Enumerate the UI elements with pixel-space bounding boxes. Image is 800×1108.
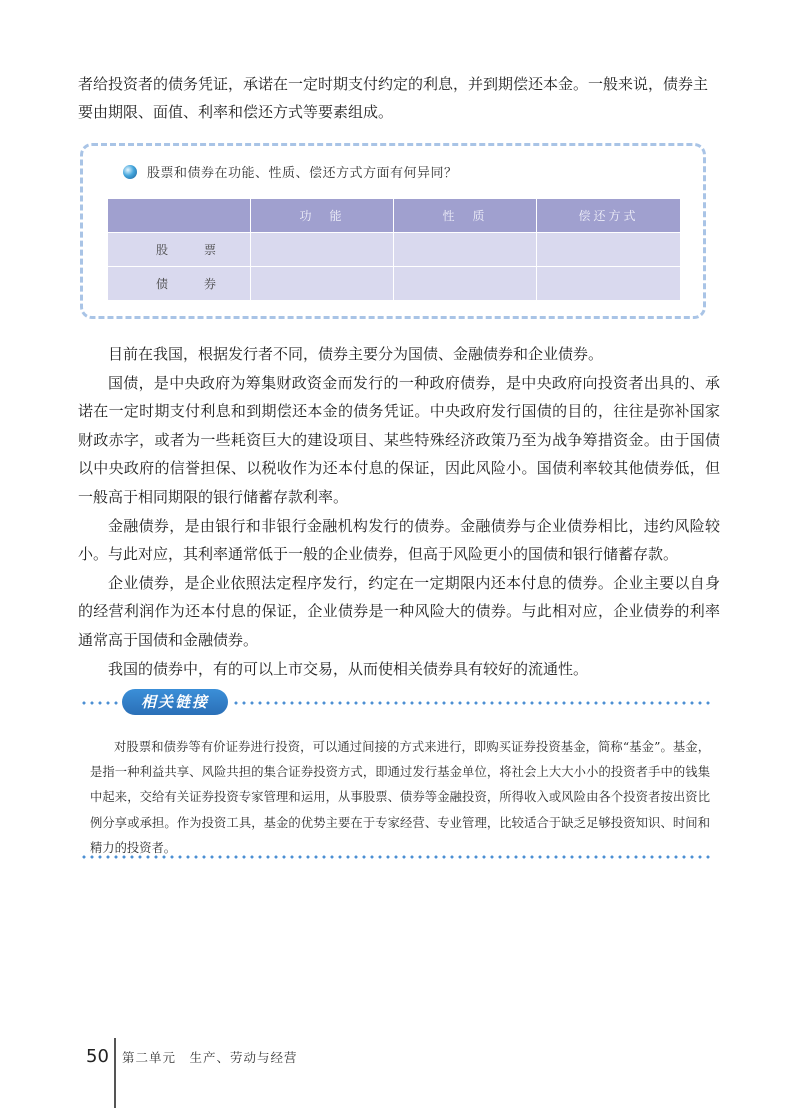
- table-cell: [251, 233, 394, 267]
- related-link-text: 对股票和债券等有价证券进行投资，可以通过间接的方式来进行，即购买证券投资基金，简称“基金”。基金，是指一种利益共享、风险共担的集合证券投资方式，即通过发行基金单位，将社会上大大小小的投资者手中的钱集中起来，交给有关证券投资专家管理和运用，从事股票、债券等金融投资，所得收入或风险由各个投资者按出资比例分享或承担。作为投资工具，基金的优势主要在于专家经营、专业管理，比较适合于缺乏足够投资知识、时间和精力的投资者。: [90, 740, 710, 855]
- related-link-badge: 相关链接: [122, 689, 228, 715]
- question-text: 股票和债券在功能、性质、偿还方式方面有何异同？: [147, 166, 458, 181]
- dotted-divider: [232, 701, 712, 705]
- globe-bullet-icon: [123, 165, 137, 179]
- dotted-divider: [80, 701, 118, 705]
- table-row: [108, 267, 681, 301]
- dotted-divider: [80, 855, 712, 859]
- intro-paragraph: 者给投资者的债务凭证，承诺在一定时期支付约定的利息，并到期偿还本金。一般来说，债券主要由期限、面值、利率和偿还方式等要素组成。: [78, 75, 709, 121]
- paragraph: 目前在我国，根据发行者不同，债券主要分为国债、金融债券和企业债券。: [108, 345, 604, 363]
- related-link-header: [80, 689, 712, 715]
- row-label-stock: 股 票: [108, 233, 251, 267]
- table-header-cell: 偿还方式: [537, 199, 681, 233]
- table-header-row: [108, 199, 681, 233]
- table-header-cell: [108, 199, 251, 233]
- main-body: [78, 340, 720, 683]
- unit-title: 第二单元 生产、劳动与经营: [122, 1050, 298, 1065]
- question-box: [80, 143, 706, 319]
- table-cell: [537, 233, 681, 267]
- page-footer: [86, 1038, 336, 1108]
- table-cell: [394, 267, 537, 301]
- table-cell: [394, 233, 537, 267]
- footer-divider: [114, 1038, 116, 1108]
- table-cell: [251, 267, 394, 301]
- page-number: 50: [86, 1046, 109, 1067]
- paragraph: 国债，是中央政府为筹集财政资金而发行的一种政府债券，是中央政府向投资者出具的、承诺在一定时期支付利息和到期偿还本金的债务凭证。中央政府发行国债的目的，往往是弥补国家财政赤字，或者为一些耗资巨大的建设项目、某些特殊经济政策乃至为战争筹措资金。由于国债以中央政府的信誉担保、以税收作为还本付息的保证，因此风险小。国债利率较其他债券低，但一般高于相同期限的银行储蓄存款利率。: [78, 373, 720, 506]
- paragraph: 我国的债券中，有的可以上市交易，从而使相关债券具有较好的流通性。: [108, 659, 589, 678]
- paragraph: 金融债券，是由银行和非银行金融机构发行的债券。金融债券与企业债券相比，违约风险较小。与此对应，其利率通常低于一般的企业债券，但高于风险更小的国债和银行储蓄存款。: [78, 516, 720, 564]
- question-line: [123, 162, 458, 181]
- row-label-bond: 债 券: [108, 267, 251, 301]
- comparison-table: [107, 198, 681, 301]
- table-header-cell: 性 质: [394, 199, 537, 233]
- table-row: [108, 233, 681, 267]
- paragraph: 企业债券，是企业依照法定程序发行，约定在一定期限内还本付息的债券。企业主要以自身的经营利润作为还本付息的保证，企业债券是一种风险大的债券。与此相对应，企业债券的利率通常高于国债和金融债券。: [78, 573, 720, 649]
- table-header-cell: 功 能: [251, 199, 394, 233]
- table-cell: [537, 267, 681, 301]
